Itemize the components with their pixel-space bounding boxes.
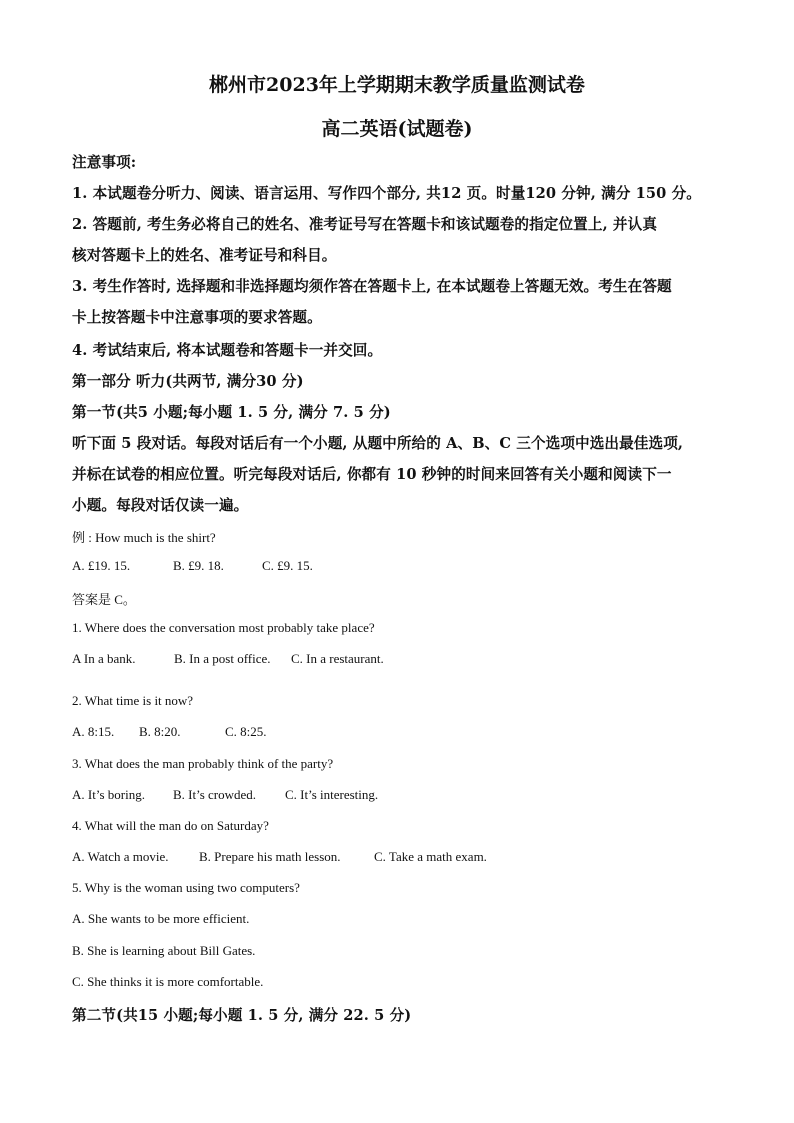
- question-1: 1. Where does the conversation most probably take place?: [72, 620, 375, 635]
- option: A. Watch a movie.: [72, 849, 169, 864]
- question-1-options: [72, 651, 384, 667]
- question-4-options: [72, 849, 487, 865]
- option: A. £19. 15.: [72, 558, 131, 573]
- question-5-option-b: B. She is learning about Bill Gates.: [72, 943, 256, 958]
- option: B. In a post office.: [174, 651, 271, 666]
- section1-heading: 第一节(共5 小题;每小题 1. 5 分, 满分 7. 5 分): [72, 404, 391, 421]
- question-3: 3. What does the man probably think of the party?: [72, 756, 334, 771]
- notice-line: 1. 本试题卷分听力、阅读、语言运用、写作四个部分, 共12 页。时量120 分钟, 满分 150 分。: [72, 185, 701, 202]
- notice-heading: 注意事项:: [72, 154, 137, 171]
- option: B. Prepare his math lesson.: [199, 849, 341, 864]
- notice-line: 核对答题卡上的姓名、准考证号和科目。: [72, 247, 337, 264]
- option: B. £9. 18.: [173, 558, 224, 573]
- option: B. It’s crowded.: [173, 787, 257, 802]
- option: C. In a restaurant.: [291, 651, 384, 666]
- option: C. 8:25.: [225, 724, 267, 739]
- exam-subtitle: 高二英语(试题卷): [321, 118, 473, 140]
- part1-heading: 第一部分 听力(共两节, 满分30 分): [72, 373, 304, 390]
- instruction-line: 小题。每段对话仅读一遍。: [72, 497, 249, 514]
- option: C. £9. 15.: [262, 558, 313, 573]
- notice-line: 卡上按答题卡中注意事项的要求答题。: [72, 309, 322, 326]
- option: C. It’s interesting.: [285, 787, 379, 802]
- question-3-options: [72, 787, 378, 803]
- question-2-options: [72, 724, 267, 740]
- example-options: [72, 558, 313, 574]
- section2-heading: 第二节(共15 小题;每小题 1. 5 分, 满分 22. 5 分): [72, 1007, 412, 1024]
- question-2: 2. What time is it now?: [72, 693, 194, 708]
- question-5: 5. Why is the woman using two computers?: [72, 880, 300, 895]
- option: C. Take a math exam.: [374, 849, 487, 864]
- example-answer: 答案是 C。: [72, 592, 136, 607]
- notice-line: 3. 考生作答时, 选择题和非选择题均须作答在答题卡上, 在本试题卷上答题无效。考生在答题: [72, 278, 672, 295]
- option: A. 8:15.: [72, 724, 115, 739]
- option: A In a bank.: [72, 651, 136, 666]
- notice-line: 2. 答题前, 考生务必将自己的姓名、准考证号写在答题卡和该试题卷的指定位置上, 并认真: [72, 216, 658, 233]
- question-4: 4. What will the man do on Saturday?: [72, 818, 269, 833]
- notice-line: 4. 考试结束后, 将本试题卷和答题卡一并交回。: [72, 342, 383, 359]
- question-5-option-a: A. She wants to be more efficient.: [72, 911, 250, 926]
- question-5-option-c: C. She thinks it is more comfortable.: [72, 974, 264, 989]
- example-question: 例 : How much is the shirt?: [72, 530, 216, 545]
- option: B. 8:20.: [139, 724, 181, 739]
- option: A. It’s boring.: [72, 787, 145, 802]
- instruction-line: 听下面 5 段对话。每段对话后有一个小题, 从题中所给的 A、B、C 三个选项中选出最佳选项,: [72, 435, 684, 452]
- exam-title: 郴州市2023年上学期期末教学质量监测试卷: [209, 74, 585, 96]
- instruction-line: 并标在试卷的相应位置。听完每段对话后, 你都有 10 秒钟的时间来回答有关小题和阅读下一: [72, 466, 672, 483]
